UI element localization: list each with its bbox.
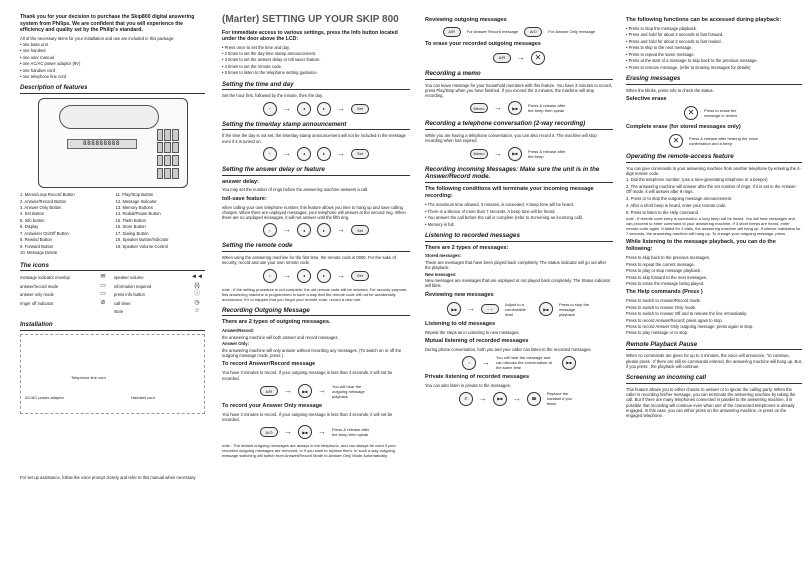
incoming-item: • The maximum time allowed, 3 minutes, is exceeded. A beep tone will be heard. [425, 202, 574, 208]
lcd-display: 888888888 [67, 139, 137, 149]
package-item: • one base unit [20, 41, 48, 47]
memo-title: Recording a memo [425, 70, 613, 80]
legend-item: 11. Play/Stop Button [115, 192, 154, 198]
legend-item: 14. Redial/Pause Button [115, 211, 161, 217]
icon-label: ringer off indicator [20, 300, 54, 306]
help-item: Press to play message or to stop. [626, 330, 689, 336]
setup-intro: For immediate access to various settings, press the Info button located under the door above the LCD: [222, 29, 398, 42]
private-text: You can also listen in private to the messages. [425, 382, 511, 388]
remote-text: When using the answering machine for the first time, the remote code is 0000. For the sake of security, record and use your own remote code. [222, 255, 396, 266]
mutual-head: Mutual listening of recorded messages [425, 337, 529, 344]
package-item: • one handset [20, 48, 46, 54]
legend-item: 12. Message Indicator [115, 198, 157, 204]
legend-item: 5. Info button [20, 217, 45, 223]
functions-list [626, 26, 802, 70]
remote-note: note : If the setting procedure is not complete, the old remote code will be retained. For security purpose, this answering machine is programmed in such a way that the remote code will not be accidentally announced. If it to happen that you forgot your remote code, record a new one. [222, 286, 408, 302]
remote-step: 4. After a short beep is heard, enter your remote code. [626, 202, 727, 208]
playback-item: Press to erase the message being played. [626, 280, 705, 286]
hear-label: You will hear the outgoing message playback [332, 383, 365, 399]
column-2 [222, 14, 410, 459]
icon-label: message indicator envelop [20, 275, 70, 281]
rec-ar-head: To record Answer/Record message [222, 361, 316, 368]
ringer-off-icon: ⊘ [100, 299, 106, 306]
review-new-head: Reviewing new messages [425, 291, 494, 298]
answer-delay-text: You may set the number of rings before the answering machine answers a call. [222, 187, 369, 193]
stamp-title: Setting the time/day stamp announcement [222, 121, 410, 131]
remote-step: 5. Press to listen to the Help command. [626, 209, 700, 215]
answer-record-icon: ▭ [100, 282, 106, 289]
setup-step: • Press once to set the time and day. [222, 44, 290, 50]
handset-illustration [59, 105, 159, 129]
package-item: • one telephone line cord [20, 74, 67, 80]
selective-diagram [626, 106, 802, 120]
stored-text: These are messages that have been played back completely. The Status indicator will go out after the playback. [425, 259, 607, 271]
info-icon: i [263, 147, 277, 161]
listen-title: Listening to recorded messages [425, 232, 613, 242]
hangup-icon: ☎ [527, 392, 541, 406]
function-item: • Press and hold for about 2 seconds to fast rewind. [626, 38, 722, 44]
function-item: • Press to stop the message playback. [626, 25, 698, 31]
play-stop-icon: ▶■ [539, 302, 553, 316]
memo-button-icon: Memo [470, 149, 488, 159]
forward-icon: ▸ [317, 223, 331, 237]
play-stop-icon: ▶■ [562, 356, 576, 370]
incoming-item: • There is a silence of more than 7 seconds. A beep tone will be heard. [425, 208, 556, 214]
conv-title: Recording a telephone conversation (2-way recording) [425, 120, 613, 130]
icon-label: answer only mode [20, 292, 54, 298]
legend-item: 9. Forward Button [20, 243, 54, 249]
call-timer-icon: ◷ [194, 299, 200, 306]
playback-functions-intro: The following functions can be accessed during playback: [626, 17, 782, 23]
selective-label: Press to erase the message in review [704, 107, 738, 118]
time-title: Setting the time and day [222, 81, 410, 91]
answer-record-button-icon: A/R [260, 386, 278, 396]
stop-label: Press to stop the message playback [559, 301, 590, 317]
pause-text: When no commands are given for up to 3 minutes, the voice will announce, "to continue, please press . If there are still no commands entered, the answering machine will hang up. But, if you press , the playback will continue. [626, 353, 802, 369]
rec-title: Recording Outgoing Message [222, 307, 410, 317]
mutual-label: You will hear the message and can discuss the conversation at the same time [496, 355, 552, 370]
playback-item: Press to skip back to the previous messages. [626, 255, 711, 261]
icon-label: information required [114, 283, 152, 289]
legend-item: 4. Set Button [20, 211, 45, 217]
remote-steps [626, 177, 802, 215]
function-item: • Press to repeat the same message. [626, 51, 695, 57]
handset-icon: ✆ [459, 392, 473, 406]
store-icon: ☆ [194, 308, 200, 315]
stamp-text: If the time the day is not set, the time/day stamp announcement will not be included in the message even if it is turned on. [222, 133, 406, 144]
legend-item: 15. Flash Button [115, 217, 146, 223]
help-item: Press to record Answer Only outgoing message; press again to stop. [626, 323, 754, 329]
function-item: • Press and hold for about 2 seconds to fast forward. [626, 32, 724, 38]
legend-item: 19. Speaker Volume Control [115, 243, 168, 249]
memo-press: Press & release after the beep then speak [528, 103, 566, 114]
package-item: • one user manual [20, 54, 54, 60]
phone-diagram [38, 98, 188, 188]
help-item: Press to switch to Answer Only mode. [626, 304, 697, 310]
icon-label: speaker volume [114, 275, 144, 281]
delete-icon: ✕ [684, 106, 698, 120]
answer-only-icon: ▭ [100, 291, 106, 298]
remote-step: 3. Press or to stop the outgoing message announcement. [626, 196, 733, 202]
legend-item: 17. Dialing Button [115, 230, 149, 236]
remote-title: Setting the remote code [222, 242, 410, 252]
setup-step: • 4 times to set the remote code. [222, 63, 283, 69]
rewind-icon: ◂ [297, 147, 311, 161]
icon-label: call timer [114, 300, 131, 306]
icons-title: The icons [20, 262, 205, 272]
delete-icon: ✕ [531, 51, 545, 65]
playback-head: While listening to the message playback, you can do the following: [626, 239, 776, 253]
erase-diagram: A/R → ✕ [425, 51, 613, 65]
forward-icon: ▸ [317, 269, 331, 283]
erase-messages-title: Erasing messages [626, 75, 802, 85]
set-button-icon: Set [351, 225, 369, 235]
icons-legend [20, 274, 205, 316]
line-cord-label: Telephone line cord [71, 374, 106, 380]
review-new-diagram: ▶■ → − + Adjust to a comfortable level ▶■ Press to stop the message playback [425, 302, 613, 317]
rec-note: note : The default outgoing messages are always in the telephone, and can always be used if your recorded outgoing messages are removed, or if you want to replace them. In such a way outgoing message switching will switch from Answer/Record Mode to Answer Only Mode Automatically. [222, 443, 396, 459]
help-item: Press to switch to Answer Off and to release the line immediately. [626, 311, 748, 317]
answer-record-button-icon: A/R [443, 27, 461, 37]
incoming-list [425, 202, 613, 227]
rec-ar-diagram: A/R → ▶■ → You will hear the outgoing message playback [222, 384, 410, 399]
answer-record-button-icon: A/R [493, 53, 511, 63]
new-head: New messages: [425, 271, 457, 277]
mutual-text: During phone conversation, both you and your caller can listen to the recorded messages. [425, 346, 592, 352]
package-intro: All of the necessary items for your installation and use are included in this package: [20, 35, 175, 41]
legend-item: 16. Store Button [115, 224, 146, 230]
rec-ao-diagram: A/O → ▶■ → Press & release after the beep then speak [222, 425, 410, 439]
column-1 [20, 14, 205, 481]
listen-types: There are 2 types of messages: [425, 244, 509, 251]
forward-icon: ▸ [317, 147, 331, 161]
erase-title: To erase your recorded outgoing messages [425, 40, 541, 47]
legend-item: 18. Speaker Button/Indicator [115, 237, 169, 243]
setup-step: • 5 times to listen to the telephone setting guidance. [222, 70, 318, 76]
rec-ao-head: To record your Answer Only message [222, 402, 323, 409]
playback-item: Press to skip forward to the next messages. [626, 274, 708, 280]
keypad-illustration [157, 129, 179, 179]
icon-label: store [114, 309, 124, 315]
review-label: For Answer Record message [466, 29, 519, 35]
help-item: Press to record Answer/Record; press again to stop. [626, 317, 723, 323]
function-item: • Press at the start of a message to skip back to the previous message. [626, 58, 758, 64]
rec-types: There are 2 types of outgoing messages. [222, 319, 331, 326]
legend-item: 7. Answerer On/Off Button [20, 230, 69, 236]
ao-head: Answer Only: [222, 341, 249, 347]
icon-label: answer/record mode [20, 283, 59, 289]
intro-text: Thank you for your decision to purchase the Skip800 digital answering system from Philips. We are confident that you will experience the efficiency and quality set by the Philip's standard. [20, 14, 195, 33]
remote-access-title: Operating the remote-access feature [626, 153, 802, 163]
time-text: Set the hour first, followed by the minute, then the day. [222, 93, 323, 99]
conv-press: Press & release after the beep [528, 148, 566, 159]
package-list [20, 42, 205, 79]
rec-ao-text: You have 3 minutes to record. If your outgoing message is less than 3 seconds, it will not be recorded. [222, 411, 393, 422]
info-icon: i [263, 269, 277, 283]
stamp-steps-diagram: i → ◂ ▸ → Set [222, 147, 410, 161]
toll-head: toll-save feature: [222, 195, 267, 202]
ao-text: the answering machine will only answer without recording any messages. (To switch on or off the outgoing message mode, press ). [222, 347, 402, 359]
set-button-icon: Set [351, 104, 369, 114]
column-3 [425, 14, 613, 410]
install-note: For set up assistance, follow the voice prompt closely and refer to this manual when necessary. [20, 474, 197, 480]
help-head: The Help commands (Press ) [626, 289, 703, 296]
package-item: • one AC/AC power adaptor (9V) [20, 61, 81, 67]
answer-only-button-icon: A/O [260, 427, 278, 437]
remote-step: 1. Dial the telephone number. (use a tone-generating telephone or a beeper) [626, 177, 768, 183]
set-button-icon: Set [351, 271, 369, 281]
play-stop-icon: ▶■ [298, 384, 312, 398]
review-diagram [425, 27, 613, 37]
play-stop-icon: ▶■ [508, 101, 522, 115]
pause-title: Remote Playback Pause [626, 341, 802, 351]
incoming-head: The following conditions will terminate your incoming message recording: [425, 186, 594, 200]
stored-head: Stored messages: [425, 253, 462, 259]
set-button-icon: Set [351, 149, 369, 159]
setup-steps [222, 45, 410, 76]
set-icon: ◂ [297, 102, 311, 116]
playback-item: Press to play or stop message playback. [626, 268, 702, 274]
delete-icon: ✕ [669, 134, 683, 148]
rewind-icon: ◂ [297, 269, 311, 283]
memo-text: You can leave message for your household members with this feature. You have 3 minutes to record, press Play/Stop when you have finished. If you exceed the 3 minutes, the machine will stop recording. [425, 82, 612, 99]
review-title: Reviewing outgoing messages [425, 17, 507, 23]
speaker-icon: ♪ [462, 356, 476, 370]
review-label: For Answer Only message [548, 29, 596, 35]
incoming-title: Recording incoming Messages: Make sure the unit is in the Answer/Record mode. [425, 166, 613, 184]
help-item: Press to switch to Answer/Record mode. [626, 298, 702, 304]
erase-text: When the blinks, press Info to check the status. [626, 87, 714, 93]
legend-item: 1. Memo/Loop Record Button [20, 192, 75, 198]
features-legend [20, 192, 205, 256]
press-release-label: Press & release after the beep then speak [332, 427, 370, 438]
ar-text: the answering machine will both answer and record messages. [222, 334, 339, 340]
play-stop-icon: ▶■ [508, 147, 522, 161]
time-steps-diagram: i → ◂ ▸ → Set [222, 102, 410, 116]
memo-diagram: Memo → ▶■ Press & release after the beep then speak [425, 101, 613, 115]
remote-step: 2. The answering machine will answer after the set number of rings. If it is set in the Answer-Off mode, it will answer after 9 rings. [626, 184, 797, 195]
setup-step: • 3 times to set the answer delay or toll saver feature. [222, 57, 321, 63]
playback-item: Press to repeat the current message. [626, 261, 695, 267]
old-head: Listening to old messages [425, 320, 496, 327]
column-4 [626, 14, 802, 420]
replace-label: Replace the handset if you finish [547, 391, 572, 407]
remote-access-note: note : If remote code entry is successful, a long beep will be heard. You will hear messages and can proceed to enter command to your answering machine. If 3 short beeps are heard, enter remote code again. If failed for 3 trials, the answering machine will hang up. If silence maintains for 7 seconds, the answering machine will hang up. To change your outgoing message, press . [626, 216, 801, 237]
incoming-item: • You answer the call before the call is complete (refer to Screening an incoming call). [425, 215, 584, 221]
delay-steps-diagram: i → ◂ ▸ → Set [222, 223, 410, 237]
setup-step: • 2 times to set the day-time stamp announcement. [222, 50, 317, 56]
play-stop-icon: ▶■ [493, 392, 507, 406]
setup-title: (Marter) SETTING UP YOUR SKIP 800 [222, 14, 399, 25]
adaptor-label: AC/AC power adaptor [25, 394, 64, 400]
rewind-icon: ◂ [297, 223, 311, 237]
legend-item: 6. Display [20, 224, 39, 230]
conv-text: While you are having a telephone conversation, you can also record it. The machine will stop recording when has expired. [425, 133, 597, 144]
handset-cord-label: Handset cord [131, 394, 155, 400]
conv-diagram: Memo → ▶■ Press & release after the beep [425, 147, 613, 161]
icon-label: press info button [114, 292, 145, 298]
play-stop-icon: ▶■ [447, 302, 461, 316]
memo-button-icon: Memo [470, 103, 488, 113]
play-stop-icon: ▶■ [298, 425, 312, 439]
private-head: Private listening of recorded messages [425, 374, 530, 380]
help-list [626, 298, 802, 335]
info-button-icon: ⓘ [193, 291, 200, 298]
complete-label: Press & release after hearing the voice confirmation and a beep [689, 135, 758, 146]
function-item: • Press to skip to the next message. [626, 45, 693, 51]
answer-only-button-icon: A/O [524, 27, 542, 37]
legend-item: 13. Memory Buttons [115, 205, 153, 210]
mutual-diagram: ♪ → You will hear the message and can discuss the conversation at the same time ▶■ [425, 355, 613, 370]
speaker-volume-icon: ◄◄ [191, 274, 203, 281]
private-diagram: ✆ → ▶■ → ☎ Replace the handset if you finish [425, 391, 613, 406]
incoming-item: • Memory is full. [425, 221, 455, 227]
screen-text: This feature allows you to either choose to answer or to ignore the calling party. When the caller is recording his/her message, you can terminate the answering machine by taking the call. But if there are many telephones connected in parallel to the answering machine, it is possible that recording will continue even when one of the connected telephones is already engaged. In this case, you can either press on the answering machine, or press on the engaged telephone. [626, 386, 796, 419]
rec-ar-text: You have 3 minutes to record. If your outgoing message is less than 3 seconds, it will not be recorded. [222, 370, 393, 381]
volume-icon: − + [481, 304, 499, 314]
features-title: Description of features [20, 84, 205, 94]
set-icon: ▸ [317, 102, 331, 116]
playback-list [626, 255, 802, 286]
envelope-icon: ✉ [100, 274, 106, 281]
screen-title: Screening an incoming call [626, 374, 802, 384]
complete-diagram [626, 134, 802, 148]
ar-head: Answer/Record: [222, 328, 255, 334]
installation-title: Installation [20, 321, 205, 331]
info-icon: i [263, 223, 277, 237]
installation-diagram [20, 334, 205, 414]
toll-text: when calling your own telephone number, this feature allows you time to hang up and save calling charges. When there are unplayed messages, your telephone will answer at the second ring. When there are no unplayed messages, it will not answer until the fifth ring. [222, 204, 406, 221]
info-required-icon: (i) [194, 282, 200, 289]
delay-title: Setting the answer delay or feature [222, 166, 410, 176]
remote-access-text: You can give commands to your answering machine from another telephone by entering the 4-digit remote code. [626, 165, 801, 176]
package-item: • one handset cord [20, 67, 55, 73]
new-text: New messages are messages that are unplayed or not played back completely. The Status indicator will blink. [425, 278, 611, 289]
answer-delay-head: answer delay: [222, 178, 259, 185]
legend-item: 8. Rewind Button [20, 237, 52, 243]
legend-item: 3. Answer Only Button [20, 205, 62, 210]
selective-head: Selective erase [626, 95, 667, 102]
legend-item: 10. Message Delete [20, 250, 58, 256]
function-item: • Press to remove message. (refer to Erasing messages for details) [626, 64, 751, 70]
legend-item: 2. Answer/Record Button [20, 198, 67, 204]
info-icon: i [263, 102, 277, 116]
complete-head: Complete erase (for stored messages only) [626, 123, 741, 130]
adjust-label: Adjust to a comfortable level [505, 301, 526, 317]
old-text: Repeat the steps as in Listening to new messages. [425, 329, 520, 335]
remote-steps-diagram: i → ◂ ▸ → Set [222, 269, 410, 283]
